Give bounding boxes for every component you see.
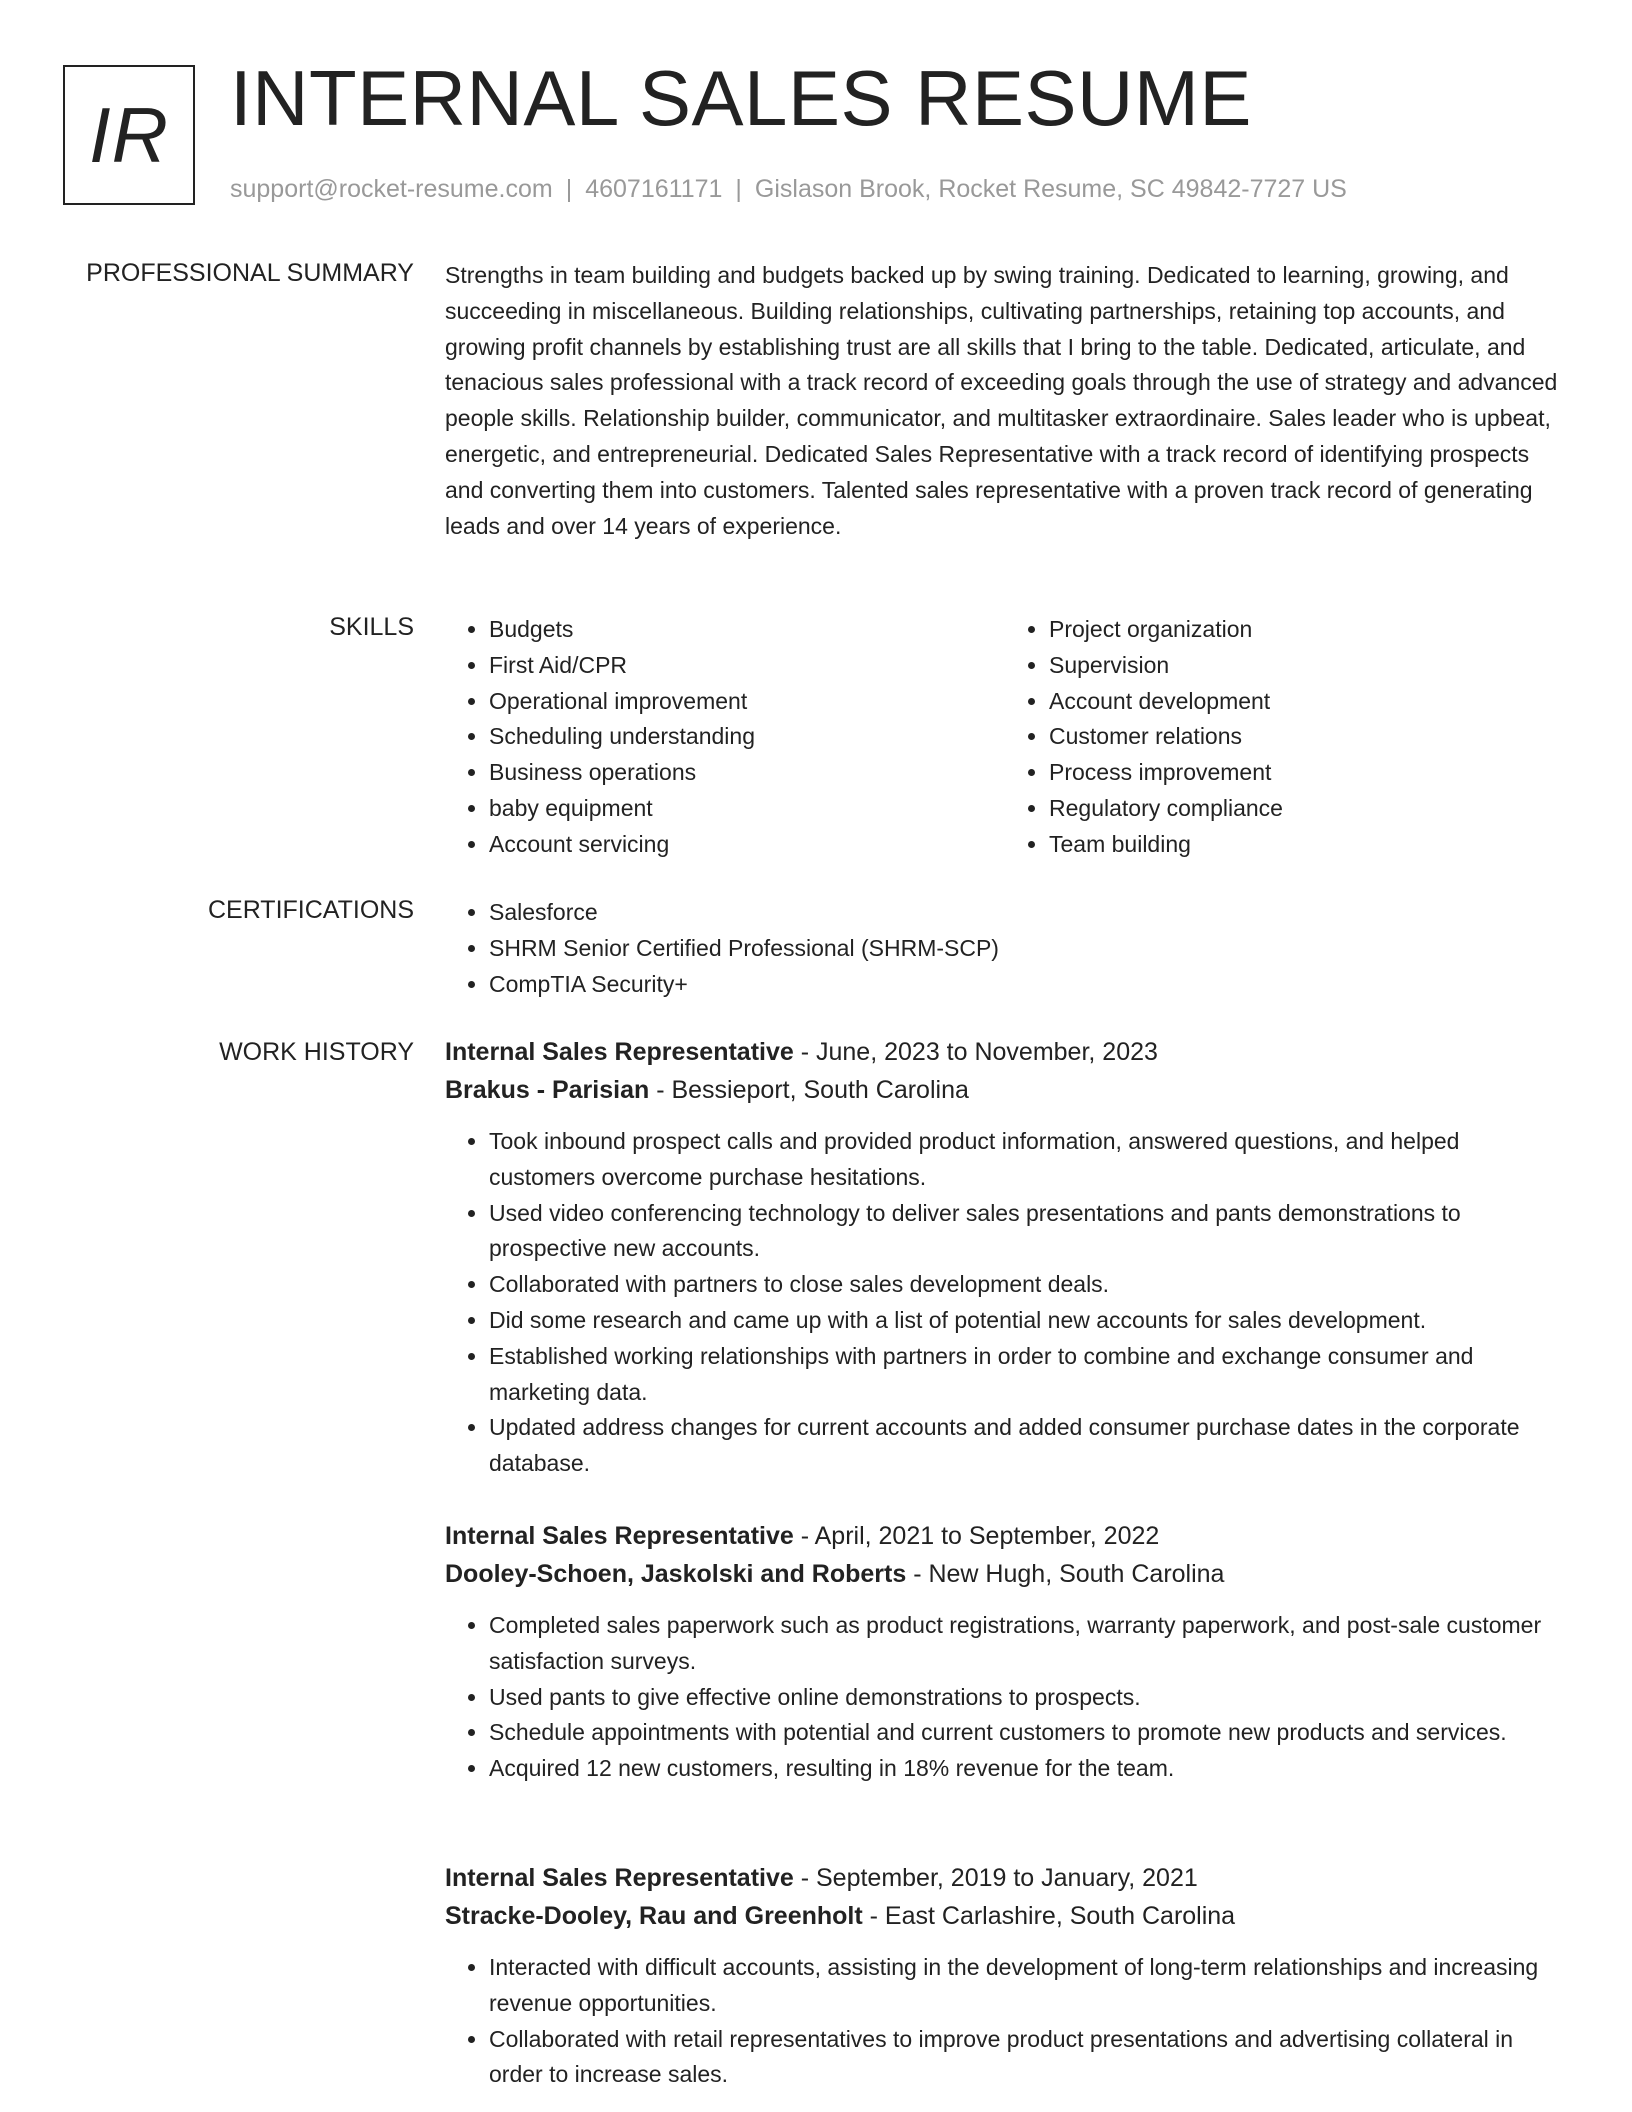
skill-item: • Business operations [489, 755, 1005, 791]
contact-line [230, 174, 1347, 204]
contact-address: Gislason Brook, Rocket Resume, SC 49842-7727 US [754, 175, 1347, 203]
job-company: Stracke-Dooley, Rau and Greenholt [445, 1902, 863, 1930]
job-duty-item: • Schedule appointments with potential and current customers to promote new products and services. [489, 1715, 1565, 1751]
skill-item: • First Aid/CPR [489, 648, 1005, 684]
skill-item: • Team building [1049, 827, 1565, 863]
monogram-logo [63, 65, 195, 205]
job-dates: - September, 2019 to January, 2021 [793, 1864, 1198, 1892]
job-duty-item: • Established working relationships with partners in order to combine and exchange consumer and marketing data. [489, 1339, 1565, 1411]
skill-item: • Budgets [489, 612, 1005, 648]
skill-item: • Customer relations [1049, 719, 1565, 755]
job-title-line [445, 1033, 1565, 1071]
job-duty-item: • Interacted with difficult accounts, assisting in the development of long-term relationships and increasing revenue opportunities. [489, 1950, 1565, 2022]
job-duty-item: • Did some research and came up with a list of potential new accounts for sales development. [489, 1303, 1565, 1339]
certifications-heading: CERTIFICATIONS [207, 896, 414, 924]
contact-separator: | [565, 175, 573, 203]
job-dates: - June, 2023 to November, 2023 [793, 1038, 1158, 1066]
skills-column-left [445, 612, 1005, 863]
skill-item: • Project organization [1049, 612, 1565, 648]
skill-item: • Supervision [1049, 648, 1565, 684]
work-history-heading: WORK HISTORY [219, 1038, 414, 1066]
certification-item: • CompTIA Security+ [489, 967, 1565, 1003]
certifications-list [445, 895, 1565, 1002]
job-duties [445, 1950, 1565, 2093]
skills-column-right [1005, 612, 1565, 863]
job-title: Internal Sales Representative [445, 1522, 794, 1550]
job-company-line [445, 1071, 1565, 1109]
job-duty-item: • Completed sales paperwork such as product registrations, warranty paperwork, and post-sale customer satisfaction surveys. [489, 1608, 1565, 1680]
skill-item: • Account servicing [489, 827, 1005, 863]
job-location: - East Carlashire, South Carolina [862, 1902, 1236, 1930]
job-duty-item: • Collaborated with partners to close sales development deals. [489, 1267, 1565, 1303]
contact-separator: | [735, 175, 742, 203]
job-duties [445, 1608, 1565, 1787]
job-company-line [445, 1897, 1565, 1935]
job-duty-item: • Used video conferencing technology to deliver sales presentations and pants demonstrations to prospective new accounts. [489, 1196, 1565, 1268]
contact-email[interactable]: support@rocket-resume.com [230, 175, 553, 203]
job-duties [445, 1124, 1565, 1482]
job-company: Dooley-Schoen, Jaskolski and Roberts [445, 1560, 907, 1588]
summary-heading: PROFESSIONAL SUMMARY [86, 259, 414, 287]
monogram-initials: IR [89, 91, 169, 179]
job-title-line [445, 1517, 1565, 1555]
job-duty-item: • Collaborated with retail representatives to improve product presentations and advertising collateral in order to increase sales. [489, 2022, 1565, 2094]
job-entry [445, 1517, 1565, 1787]
contact-phone[interactable]: 4607161171 [585, 175, 723, 203]
certification-item: • Salesforce [489, 895, 1565, 931]
skill-item: • baby equipment [489, 791, 1005, 827]
certification-item: • SHRM Senior Certified Professional (SHRM-SCP) [489, 931, 1565, 967]
job-title: Internal Sales Representative [445, 1038, 794, 1066]
skills-heading: SKILLS [329, 613, 414, 641]
job-duty-item: • Used pants to give effective online demonstrations to prospects. [489, 1680, 1565, 1716]
job-title-line [445, 1859, 1565, 1897]
job-location: - New Hugh, South Carolina [906, 1560, 1225, 1588]
job-location: - Bessieport, South Carolina [649, 1076, 969, 1104]
job-duty-item: • Took inbound prospect calls and provided product information, answered questions, and helped customers overcome purchase hesitations. [489, 1124, 1565, 1196]
skill-item: • Process improvement [1049, 755, 1565, 791]
skill-item: • Regulatory compliance [1049, 791, 1565, 827]
skill-item: • Account development [1049, 684, 1565, 720]
job-dates: - April, 2021 to September, 2022 [793, 1522, 1160, 1550]
job-company: Brakus - Parisian [445, 1076, 650, 1104]
summary-text: Strengths in team building and budgets backed up by swing training. Dedicated to learning, growing, and succeeding in miscellaneous. Building relationships, cultivating partnerships, retaining top accounts, and growing profit channels by establishing trust are all skills that I bring to the table. Dedicated, articulate, and tenacious sales professional with a track record of exceeding goals through the use of strategy and advanced people skills. Relationship builder, communicator, and multitasker extraordinaire. Sales leader who is upbeat, energetic, and entrepreneurial. Dedicated Sales Representative with a track record of identifying prospects and converting them into customers. Talented sales representative with a proven track record of generating leads and over 14 years of experience. [445, 262, 1558, 539]
job-title: Internal Sales Representative [445, 1864, 794, 1892]
skill-item: • Operational improvement [489, 684, 1005, 720]
skills-list [445, 612, 1565, 863]
resume-title: INTERNAL SALES RESUME [230, 54, 1252, 142]
job-entry [445, 1033, 1565, 1482]
job-company-line [445, 1555, 1565, 1593]
job-duty-item: • Updated address changes for current accounts and added consumer purchase dates in the corporate database. [489, 1410, 1565, 1482]
job-duty-item: • Acquired 12 new customers, resulting in 18% revenue for the team. [489, 1751, 1565, 1787]
job-entry [445, 1859, 1565, 2093]
skill-item: • Scheduling understanding [489, 719, 1005, 755]
